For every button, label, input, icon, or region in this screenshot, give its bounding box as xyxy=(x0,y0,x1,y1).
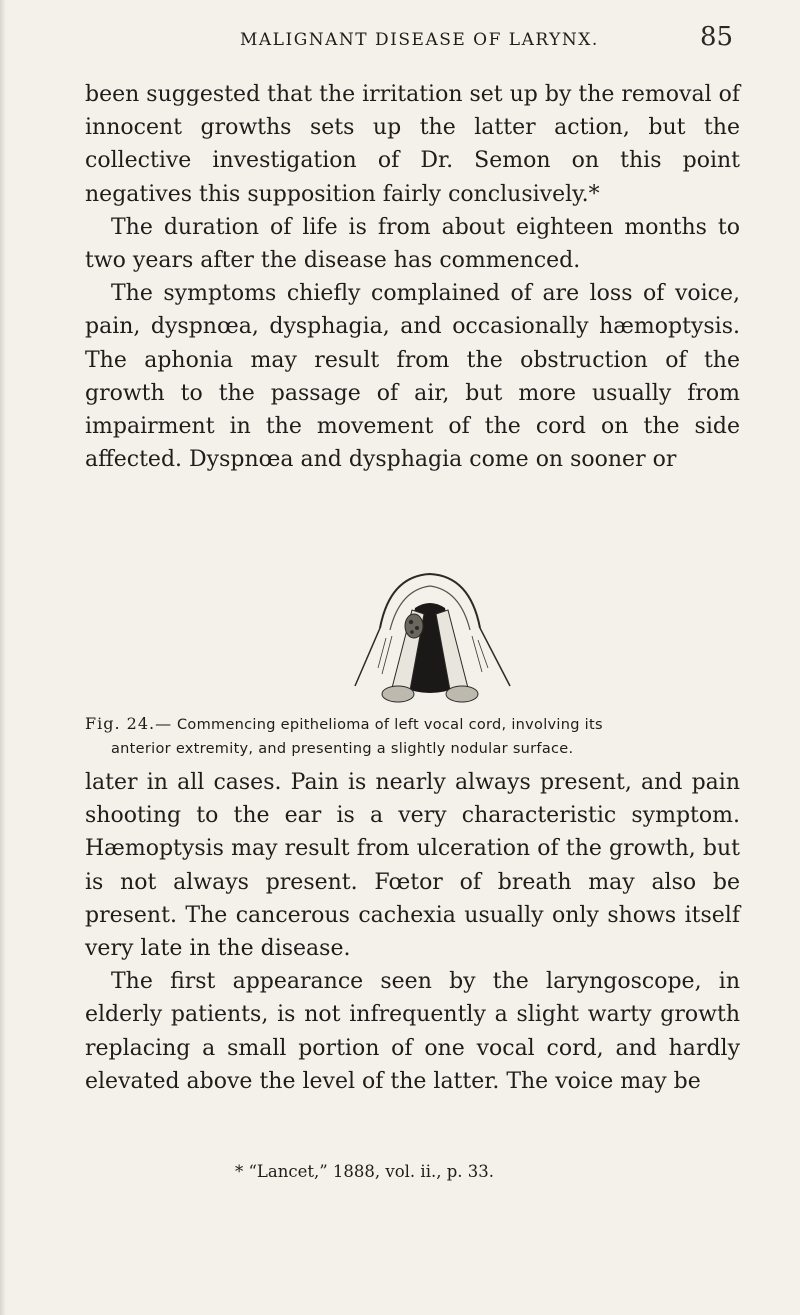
right-fold xyxy=(480,628,510,686)
left-arytenoid xyxy=(382,686,414,702)
figure-label: Fig. 24.— xyxy=(85,714,173,733)
paragraph-later: later in all cases. Pain is nearly always present, and pain shooting to the ear is a very characteristic symptom. Hæmoptysis may result from ulceration of the growth, but is not always present. Fœtor of breath may also be present. The cancerous cachexia usually only shows itself very late in the disease. xyxy=(85,770,740,962)
paragraph-symptoms: The symptoms chiefly complained of are loss of voice, pain, dyspnœa, dysphagia, and occasionally hæmoptysis. The aphonia may result from the obstruction of the growth to the passage of air, but more usually from impairment in the movement of the cord on the side affected. Dyspnœa and dysphagia come on sooner or xyxy=(85,281,740,473)
left-fold xyxy=(355,628,380,686)
page-gutter-shadow xyxy=(0,0,6,1315)
caption-line-1: Commencing epithelioma of left vocal cord, involving its xyxy=(177,717,603,733)
caption-line-2: anterior extremity, and presenting a slightly nodular surface. xyxy=(111,741,574,757)
paragraph-first-appearance: The first appearance seen by the laryngoscope, in elderly patients, is not infrequently a slight warty growth replacing a small portion of one vocal cord, and hardly elevated above the level of the latter. The voice may be xyxy=(85,969,740,1094)
paragraph-continued: been suggested that the irritation set up by the removal of innocent growths sets up the latter action, but the collective investigation of Dr. Semon on this point negatives this supposition fairly conclusively.* xyxy=(85,82,741,207)
body-text-bottom xyxy=(85,766,740,1098)
body-text-top xyxy=(85,78,740,476)
right-arytenoid xyxy=(446,686,478,702)
laryngoscope-figure xyxy=(320,568,540,708)
figure-caption xyxy=(85,712,745,761)
paragraph-duration: The duration of life is from about eighteen months to two years after the disease has commenced. xyxy=(85,214,740,274)
footnote: * “Lancet,” 1888, vol. ii., p. 33. xyxy=(235,1162,494,1181)
page-number: 85 xyxy=(700,22,734,52)
running-head: MALIGNANT DISEASE OF LARYNX. xyxy=(240,30,599,50)
nodular-growth xyxy=(405,614,423,638)
